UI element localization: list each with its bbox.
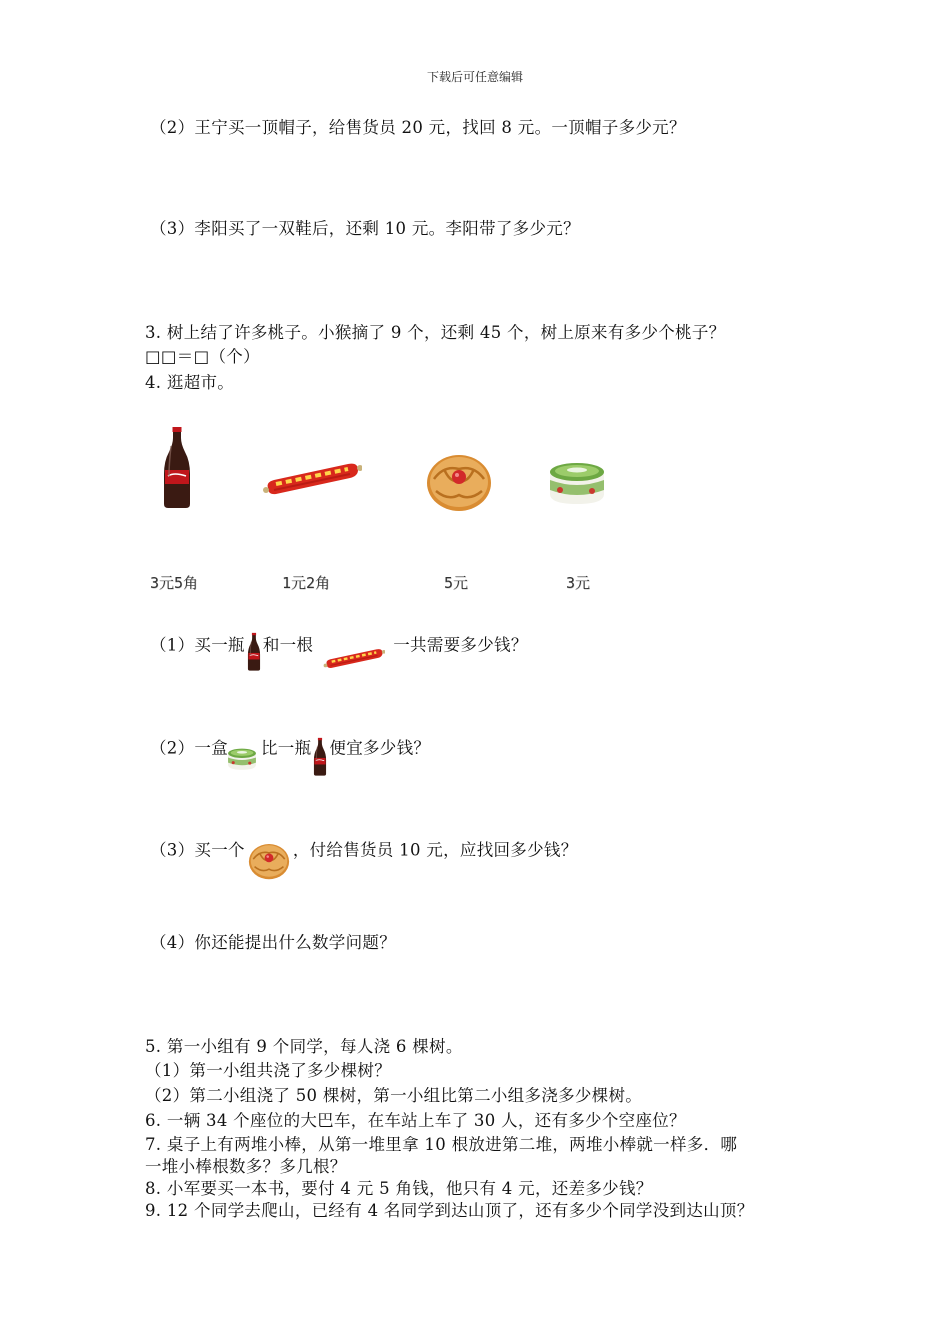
bread-icon — [247, 841, 291, 881]
sub2-part-b: 比一瓶 — [261, 738, 312, 758]
price-bread: 5元 — [444, 574, 469, 592]
sub2-part-a: （2）一盒 — [150, 738, 228, 758]
question-5-sub-2: （2）第二小组浇了 50 棵树，第一小组比第二小组多浇多少棵树。 — [145, 1086, 643, 1105]
price-cola: 3元5角 — [150, 574, 199, 592]
question-4-sub-4: （4）你还能提出什么数学问题？ — [150, 933, 396, 952]
question-7-line-2: 一堆小棒根数多？多几根？ — [145, 1157, 347, 1176]
question-3-formula: □□＝□（个） — [145, 347, 260, 366]
sub1-part-b: 和一根 — [262, 635, 314, 655]
question-8: 8. 小军要买一本书，要付 4 元 5 角钱，他只有 4 元，还差多少钱？ — [145, 1179, 653, 1198]
price-ice-cream-box: 3元 — [566, 574, 591, 592]
question-2-sub-2: （2）王宁买一顶帽子，给售货员 20 元，找回 8 元。一顶帽子多少元？ — [150, 118, 686, 137]
sub1-part-a: （1）买一瓶 — [150, 635, 245, 655]
question-6: 6. 一辆 34 个座位的大巴车，在车站上车了 30 人，还有多少个空座位？ — [145, 1111, 686, 1130]
cola-bottle-icon — [247, 632, 261, 672]
bread-icon — [424, 450, 494, 514]
question-3: 3. 树上结了许多桃子。小猴摘了 9 个，还剩 45 个，树上原来有多少个桃子？ — [145, 323, 726, 342]
cola-bottle-icon — [162, 426, 192, 510]
price-sausage: 1元2角 — [282, 574, 331, 592]
sub1-part-c: 一共需要多少钱？ — [393, 635, 528, 655]
sub2-part-c: 便宜多少钱？ — [329, 738, 431, 758]
question-9: 9. 12 个同学去爬山，已经有 4 名同学到达山顶了，还有多少个同学没到达山顶？ — [145, 1201, 754, 1220]
sausage-icon — [262, 458, 362, 498]
question-4-sub-2 — [150, 729, 430, 769]
question-4-sub-3 — [150, 831, 578, 871]
ice-cream-box-icon — [226, 745, 258, 773]
question-5-sub-1: （1）第一小组共浇了多少棵树？ — [145, 1061, 391, 1080]
sub3-part-a: （3）买一个 — [150, 840, 245, 860]
question-2-sub-3: （3）李阳买了一双鞋后，还剩 10 元。李阳带了多少元？ — [150, 219, 580, 238]
header-note: 下载后可任意编辑 — [426, 70, 523, 84]
question-7-line-1: 7. 桌子上有两堆小棒，从第一堆里拿 10 根放进第二堆，两堆小棒就一样多．哪 — [145, 1135, 738, 1154]
ice-cream-box-icon — [546, 458, 608, 508]
question-5: 5. 第一小组有 9 个同学，每人浇 6 棵树。 — [145, 1037, 463, 1056]
cola-bottle-icon — [313, 737, 327, 777]
question-4-sub-1 — [150, 626, 528, 666]
sub3-part-b: ，付给售货员 10 元，应找回多少钱？ — [292, 840, 578, 860]
sausage-icon — [323, 644, 385, 672]
question-4-title: 4. 逛超市。 — [145, 373, 235, 392]
